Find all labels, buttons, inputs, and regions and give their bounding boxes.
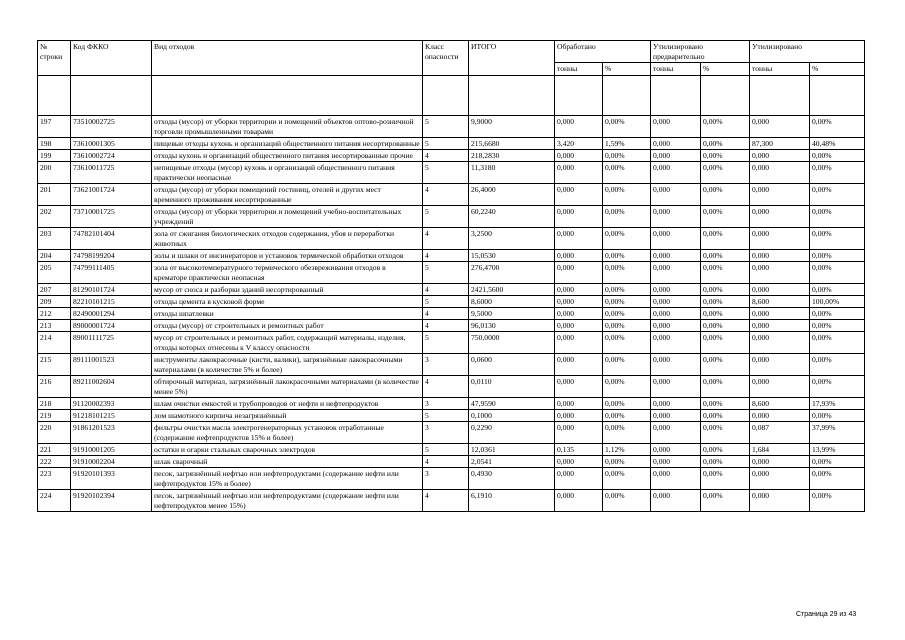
cell-utilized-tons: 0,000 — [750, 206, 810, 228]
cell-row-number: 209 — [38, 296, 71, 308]
cell-processed-tons: 0,000 — [555, 468, 603, 490]
cell-fkko-code: 73621001724 — [71, 184, 152, 206]
cell-utilized-pct: 0,00% — [810, 250, 865, 262]
cell-row-number: 219 — [38, 410, 71, 422]
table-row — [38, 320, 865, 332]
table-row — [38, 284, 865, 296]
cell-utilized-tons: 1,684 — [750, 444, 810, 456]
cell-waste-type: песок, загрязнённый нефтью или нефтепродуктами (содержание нефти или нефтепродуктов 15% и более) — [152, 468, 423, 490]
cell-hazard-class: 4 — [423, 184, 469, 206]
subheader-utilized-tons: тонны — [750, 63, 810, 76]
table-row — [38, 150, 865, 162]
cell-total-tons: 3,2500 — [469, 228, 555, 250]
cell-processed-pct: 0,00% — [603, 398, 651, 410]
cell-total-tons: 9,5000 — [469, 308, 555, 320]
cell-total-tons: 750,0000 — [469, 332, 555, 354]
table-row — [38, 296, 865, 308]
cell-utilized-pct: 13,99% — [810, 444, 865, 456]
cell-fkko-code: 91218101215 — [71, 410, 152, 422]
cell-hazard-class: 3 — [423, 354, 469, 376]
cell-row-number: 204 — [38, 250, 71, 262]
cell-fkko-code: 89211002604 — [71, 376, 152, 398]
cell-processed-pct: 0,00% — [603, 468, 651, 490]
cell-utilized-tons: 0,000 — [750, 116, 810, 138]
cell-processed-tons: 0,000 — [555, 250, 603, 262]
cell-utilized-pre-tons: 0,000 — [651, 354, 701, 376]
cell-waste-type: отходы (мусор) от уборки помещений гостиниц, отелей и других мест временного проживания несортированные — [152, 184, 423, 206]
cell-hazard-class: 5 — [423, 138, 469, 150]
subheader-utilized-pct: % — [810, 63, 865, 76]
cell-processed-pct: 0,00% — [603, 456, 651, 468]
cell-processed-tons: 0,000 — [555, 376, 603, 398]
cell-total-tons: 9,9000 — [469, 116, 555, 138]
header-utilized-preliminary: Утилизировано предварительно — [651, 41, 750, 63]
cell-utilized-tons: 0,000 — [750, 150, 810, 162]
cell-row-number: 212 — [38, 308, 71, 320]
cell-hazard-class: 5 — [423, 332, 469, 354]
cell-hazard-class: 5 — [423, 116, 469, 138]
waste-table — [37, 40, 865, 512]
cell-utilized-pre-tons: 0,000 — [651, 398, 701, 410]
cell-utilized-pct: 0,00% — [810, 262, 865, 284]
subheader-processed-tons: тонны — [555, 63, 603, 76]
cell-row-number: 223 — [38, 468, 71, 490]
cell-total-tons: 2421,5600 — [469, 284, 555, 296]
cell-processed-tons: 0,000 — [555, 162, 603, 184]
cell-processed-pct: 0,00% — [603, 308, 651, 320]
table-row — [38, 376, 865, 398]
cell-hazard-class: 3 — [423, 422, 469, 444]
cell-row-number: 202 — [38, 206, 71, 228]
cell-waste-type: отходы кухонь и организаций общественного питания несортированные прочие — [152, 150, 423, 162]
cell-processed-tons: 0,000 — [555, 296, 603, 308]
cell-processed-tons: 0,000 — [555, 332, 603, 354]
cell-waste-type: золы и шлаки от инсинераторов и установок термической обработки отходов — [152, 250, 423, 262]
cell-fkko-code: 89111001523 — [71, 354, 152, 376]
cell-row-number: 222 — [38, 456, 71, 468]
cell-hazard-class: 4 — [423, 490, 469, 512]
cell-fkko-code: 82490001294 — [71, 308, 152, 320]
cell-processed-tons: 0,000 — [555, 320, 603, 332]
cell-utilized-pre-tons: 0,000 — [651, 116, 701, 138]
cell-utilized-pre-tons: 0,000 — [651, 456, 701, 468]
cell-fkko-code: 91861201523 — [71, 422, 152, 444]
cell-fkko-code: 73610011725 — [71, 162, 152, 184]
cell-utilized-pre-tons: 0,000 — [651, 262, 701, 284]
cell-total-tons: 96,0130 — [469, 320, 555, 332]
cell-utilized-pre-pct: 0,00% — [701, 150, 750, 162]
table-row — [38, 250, 865, 262]
cell-utilized-pre-tons: 0,000 — [651, 308, 701, 320]
cell-utilized-pre-tons: 0,000 — [651, 184, 701, 206]
cell-hazard-class: 5 — [423, 262, 469, 284]
cell-utilized-pre-tons: 0,000 — [651, 228, 701, 250]
cell-utilized-pre-tons: 0,000 — [651, 444, 701, 456]
cell-utilized-pre-pct: 0,00% — [701, 444, 750, 456]
cell-total-tons: 60,2240 — [469, 206, 555, 228]
cell-processed-tons: 0,000 — [555, 150, 603, 162]
cell-hazard-class: 5 — [423, 444, 469, 456]
cell-row-number: 207 — [38, 284, 71, 296]
cell-hazard-class: 5 — [423, 410, 469, 422]
cell-processed-tons: 0,000 — [555, 228, 603, 250]
cell-utilized-pct: 0,00% — [810, 150, 865, 162]
cell-processed-pct: 1,12% — [603, 444, 651, 456]
header-processed: Обработано — [555, 41, 651, 63]
cell-utilized-tons: 0,000 — [750, 468, 810, 490]
cell-utilized-pre-tons: 0,000 — [651, 410, 701, 422]
cell-row-number: 200 — [38, 162, 71, 184]
table-row — [38, 422, 865, 444]
cell-waste-type: фильтры очистки масла электрогенераторных установок отработанные (содержание нефтепродуктов 15% и более) — [152, 422, 423, 444]
cell-total-tons: 215,6680 — [469, 138, 555, 150]
cell-processed-pct: 0,00% — [603, 410, 651, 422]
cell-total-tons: 0,0110 — [469, 376, 555, 398]
cell-hazard-class: 5 — [423, 296, 469, 308]
cell-utilized-pct: 0,00% — [810, 468, 865, 490]
cell-utilized-tons: 0,087 — [750, 422, 810, 444]
cell-fkko-code: 91920102394 — [71, 490, 152, 512]
cell-row-number: 216 — [38, 376, 71, 398]
cell-utilized-pct: 0,00% — [810, 456, 865, 468]
cell-fkko-code: 91120002393 — [71, 398, 152, 410]
cell-utilized-tons: 0,000 — [750, 456, 810, 468]
cell-utilized-pre-pct: 0,00% — [701, 206, 750, 228]
cell-utilized-pre-pct: 0,00% — [701, 398, 750, 410]
header-waste-type: Вид отходов — [152, 41, 423, 76]
table-row — [38, 116, 865, 138]
table-row — [38, 138, 865, 150]
cell-utilized-tons: 0,000 — [750, 354, 810, 376]
cell-total-tons: 47,9590 — [469, 398, 555, 410]
cell-utilized-pct: 37,99% — [810, 422, 865, 444]
cell-fkko-code: 74798199204 — [71, 250, 152, 262]
cell-processed-pct: 0,00% — [603, 184, 651, 206]
cell-utilized-pct: 0,00% — [810, 284, 865, 296]
cell-total-tons: 218,2830 — [469, 150, 555, 162]
cell-utilized-pre-tons: 0,000 — [651, 296, 701, 308]
cell-total-tons: 0,2290 — [469, 422, 555, 444]
cell-utilized-pre-tons: 0,000 — [651, 320, 701, 332]
cell-processed-pct: 0,00% — [603, 162, 651, 184]
table-row — [38, 184, 865, 206]
cell-utilized-pre-pct: 0,00% — [701, 284, 750, 296]
subheader-utilized-pre-pct: % — [701, 63, 750, 76]
cell-processed-pct: 0,00% — [603, 262, 651, 284]
cell-utilized-tons: 0,000 — [750, 262, 810, 284]
cell-processed-pct: 0,00% — [603, 228, 651, 250]
cell-hazard-class: 4 — [423, 376, 469, 398]
cell-processed-tons: 0,000 — [555, 422, 603, 444]
cell-fkko-code: 74782101404 — [71, 228, 152, 250]
cell-fkko-code: 73610002724 — [71, 150, 152, 162]
cell-utilized-tons: 87,300 — [750, 138, 810, 150]
cell-hazard-class: 4 — [423, 150, 469, 162]
table-row — [38, 262, 865, 284]
table-body — [38, 116, 865, 512]
cell-utilized-pct: 0,00% — [810, 308, 865, 320]
cell-processed-tons: 0,135 — [555, 444, 603, 456]
table-header — [38, 41, 865, 116]
cell-utilized-tons: 0,000 — [750, 228, 810, 250]
table-row — [38, 444, 865, 456]
cell-waste-type: мусор от строительных и ремонтных работ, содержащий материалы, изделия, отходы которых отнесены к V классу опасности — [152, 332, 423, 354]
cell-utilized-pct: 100,00% — [810, 296, 865, 308]
cell-row-number: 221 — [38, 444, 71, 456]
cell-utilized-pre-pct: 0,00% — [701, 250, 750, 262]
cell-utilized-pre-tons: 0,000 — [651, 332, 701, 354]
cell-waste-type: отходы (мусор) от уборки территории и помещений объектов оптово-розничной торговли промышленными товарами — [152, 116, 423, 138]
cell-utilized-tons: 8,600 — [750, 398, 810, 410]
cell-fkko-code: 91910002204 — [71, 456, 152, 468]
cell-total-tons: 0,1000 — [469, 410, 555, 422]
cell-total-tons: 11,3180 — [469, 162, 555, 184]
cell-utilized-tons: 0,000 — [750, 320, 810, 332]
cell-utilized-pre-tons: 0,000 — [651, 206, 701, 228]
cell-fkko-code: 89001111725 — [71, 332, 152, 354]
cell-hazard-class: 3 — [423, 468, 469, 490]
cell-total-tons: 6,1910 — [469, 490, 555, 512]
cell-processed-tons: 0,000 — [555, 398, 603, 410]
cell-utilized-pre-pct: 0,00% — [701, 184, 750, 206]
table-row — [38, 410, 865, 422]
cell-processed-tons: 0,000 — [555, 284, 603, 296]
cell-utilized-tons: 0,000 — [750, 184, 810, 206]
cell-utilized-pre-pct: 0,00% — [701, 456, 750, 468]
table-row — [38, 206, 865, 228]
cell-waste-type: пищевые отходы кухонь и организаций общественного питания несортированные — [152, 138, 423, 150]
table-row — [38, 398, 865, 410]
cell-hazard-class: 5 — [423, 206, 469, 228]
cell-utilized-tons: 0,000 — [750, 376, 810, 398]
cell-utilized-pre-tons: 0,000 — [651, 284, 701, 296]
cell-fkko-code: 91910001205 — [71, 444, 152, 456]
cell-total-tons: 0,4930 — [469, 468, 555, 490]
cell-utilized-pre-pct: 0,00% — [701, 468, 750, 490]
cell-utilized-pre-tons: 0,000 — [651, 162, 701, 184]
cell-processed-tons: 0,000 — [555, 490, 603, 512]
cell-hazard-class: 4 — [423, 320, 469, 332]
cell-processed-tons: 3,420 — [555, 138, 603, 150]
table-row — [38, 228, 865, 250]
cell-processed-pct: 0,00% — [603, 490, 651, 512]
cell-row-number: 198 — [38, 138, 71, 150]
cell-processed-tons: 0,000 — [555, 354, 603, 376]
cell-hazard-class: 4 — [423, 250, 469, 262]
cell-utilized-pct: 0,00% — [810, 490, 865, 512]
table-row — [38, 308, 865, 320]
subheader-processed-pct: % — [603, 63, 651, 76]
cell-utilized-tons: 0,000 — [750, 332, 810, 354]
cell-total-tons: 8,6000 — [469, 296, 555, 308]
cell-utilized-pre-tons: 0,000 — [651, 150, 701, 162]
cell-processed-tons: 0,000 — [555, 262, 603, 284]
header-spacer-row — [38, 76, 865, 116]
cell-utilized-pre-tons: 0,000 — [651, 138, 701, 150]
cell-hazard-class: 4 — [423, 456, 469, 468]
cell-processed-pct: 0,00% — [603, 250, 651, 262]
cell-waste-type: песок, загрязнённый нефтью или нефтепродуктами (содержание нефти или нефтепродуктов менее 15%) — [152, 490, 423, 512]
cell-waste-type: инструменты лакокрасочные (кисти, валики), загрязнённые лакокрасочными материалами (в количестве 5% и более) — [152, 354, 423, 376]
cell-hazard-class: 4 — [423, 228, 469, 250]
cell-utilized-pre-pct: 0,00% — [701, 320, 750, 332]
table-row — [38, 354, 865, 376]
table-row — [38, 332, 865, 354]
cell-waste-type: лом шамотного кирпича незагрязнённый — [152, 410, 423, 422]
cell-utilized-pct: 0,00% — [810, 332, 865, 354]
cell-waste-type: остатки и огарки стальных сварочных электродов — [152, 444, 423, 456]
cell-utilized-pre-pct: 0,00% — [701, 332, 750, 354]
cell-processed-tons: 0,000 — [555, 206, 603, 228]
cell-utilized-pre-pct: 0,00% — [701, 116, 750, 138]
cell-utilized-pct: 0,00% — [810, 354, 865, 376]
cell-fkko-code: 73510002725 — [71, 116, 152, 138]
cell-total-tons: 0,0600 — [469, 354, 555, 376]
cell-total-tons: 12,0361 — [469, 444, 555, 456]
cell-processed-pct: 0,00% — [603, 320, 651, 332]
cell-waste-type: отходы (мусор) от строительных и ремонтных работ — [152, 320, 423, 332]
cell-processed-tons: 0,000 — [555, 308, 603, 320]
cell-processed-tons: 0,000 — [555, 184, 603, 206]
cell-processed-tons: 0,000 — [555, 456, 603, 468]
cell-utilized-pre-pct: 0,00% — [701, 376, 750, 398]
header-hazard-class: Класс опасности — [423, 41, 469, 76]
cell-row-number: 201 — [38, 184, 71, 206]
cell-waste-type: непищевые отходы (мусор) кухонь и организаций общественного питания практически неопасные — [152, 162, 423, 184]
header-utilized: Утилизировано — [750, 41, 865, 63]
cell-utilized-pre-pct: 0,00% — [701, 162, 750, 184]
cell-processed-pct: 0,00% — [603, 332, 651, 354]
cell-processed-tons: 0,000 — [555, 410, 603, 422]
cell-processed-pct: 0,00% — [603, 284, 651, 296]
cell-waste-type: шлак сварочный — [152, 456, 423, 468]
cell-row-number: 197 — [38, 116, 71, 138]
cell-row-number: 218 — [38, 398, 71, 410]
cell-utilized-pre-tons: 0,000 — [651, 376, 701, 398]
cell-processed-pct: 0,00% — [603, 150, 651, 162]
cell-total-tons: 26,4000 — [469, 184, 555, 206]
cell-processed-pct: 0,00% — [603, 116, 651, 138]
cell-utilized-pre-pct: 0,00% — [701, 138, 750, 150]
table-row — [38, 162, 865, 184]
cell-processed-pct: 0,00% — [603, 354, 651, 376]
cell-utilized-pre-pct: 0,00% — [701, 228, 750, 250]
cell-waste-type: зола от высокотемпературного термического обезвреживания отходов в крематоре практически неопасная — [152, 262, 423, 284]
cell-processed-pct: 0,00% — [603, 206, 651, 228]
cell-utilized-pre-pct: 0,00% — [701, 262, 750, 284]
cell-processed-pct: 1,59% — [603, 138, 651, 150]
cell-row-number: 224 — [38, 490, 71, 512]
cell-utilized-tons: 0,000 — [750, 308, 810, 320]
table-row — [38, 490, 865, 512]
page-number: Страница 29 из 43 — [796, 611, 857, 618]
cell-utilized-pct: 0,00% — [810, 116, 865, 138]
cell-row-number: 213 — [38, 320, 71, 332]
cell-utilized-pre-pct: 0,00% — [701, 422, 750, 444]
cell-utilized-pre-tons: 0,000 — [651, 490, 701, 512]
cell-hazard-class: 4 — [423, 308, 469, 320]
cell-row-number: 199 — [38, 150, 71, 162]
cell-processed-pct: 0,00% — [603, 376, 651, 398]
cell-utilized-pct: 0,00% — [810, 162, 865, 184]
cell-processed-tons: 0,000 — [555, 116, 603, 138]
cell-utilized-pct: 17,93% — [810, 398, 865, 410]
cell-utilized-pre-tons: 0,000 — [651, 468, 701, 490]
cell-utilized-pct: 0,00% — [810, 206, 865, 228]
subheader-utilized-pre-tons: тонны — [651, 63, 701, 76]
cell-fkko-code: 81290101724 — [71, 284, 152, 296]
cell-waste-type: мусор от сноса и разборки зданий несортированный — [152, 284, 423, 296]
cell-hazard-class: 4 — [423, 284, 469, 296]
cell-fkko-code: 73610001305 — [71, 138, 152, 150]
cell-utilized-tons: 0,000 — [750, 410, 810, 422]
cell-fkko-code: 82210101215 — [71, 296, 152, 308]
cell-total-tons: 15,0530 — [469, 250, 555, 262]
cell-utilized-pre-pct: 0,00% — [701, 410, 750, 422]
cell-fkko-code: 74799111405 — [71, 262, 152, 284]
cell-utilized-tons: 8,600 — [750, 296, 810, 308]
cell-utilized-pct: 0,00% — [810, 184, 865, 206]
cell-waste-type: отходы (мусор) от уборки территории и помещений учебно-воспитательных учреждений — [152, 206, 423, 228]
cell-utilized-tons: 0,000 — [750, 250, 810, 262]
cell-waste-type: шлам очистки емкостей и трубопроводов от нефти и нефтепродуктов — [152, 398, 423, 410]
cell-utilized-pre-pct: 0,00% — [701, 296, 750, 308]
cell-waste-type: обтирочный материал, загрязнённый лакокрасочными материалами (в количестве менее 5%) — [152, 376, 423, 398]
cell-utilized-pre-tons: 0,000 — [651, 422, 701, 444]
cell-hazard-class: 3 — [423, 398, 469, 410]
cell-waste-type: зола от сжигания биологических отходов содержания, убоя и переработки животных — [152, 228, 423, 250]
cell-utilized-pct: 0,00% — [810, 376, 865, 398]
table-row — [38, 468, 865, 490]
cell-waste-type: отходы цемента в кусковой форме — [152, 296, 423, 308]
cell-utilized-pre-pct: 0,00% — [701, 354, 750, 376]
cell-utilized-pct: 0,00% — [810, 228, 865, 250]
cell-utilized-pct: 0,00% — [810, 320, 865, 332]
cell-total-tons: 2,0541 — [469, 456, 555, 468]
cell-row-number: 215 — [38, 354, 71, 376]
cell-utilized-tons: 0,000 — [750, 162, 810, 184]
cell-hazard-class: 5 — [423, 162, 469, 184]
cell-utilized-pre-pct: 0,00% — [701, 308, 750, 320]
header-total: ИТОГО — [469, 41, 555, 76]
cell-processed-pct: 0,00% — [603, 422, 651, 444]
cell-utilized-pct: 0,00% — [810, 410, 865, 422]
cell-total-tons: 276,4700 — [469, 262, 555, 284]
cell-utilized-tons: 0,000 — [750, 284, 810, 296]
cell-waste-type: отходы шпатлевки — [152, 308, 423, 320]
cell-row-number: 203 — [38, 228, 71, 250]
header-row-number: № строки — [38, 41, 71, 76]
cell-row-number: 214 — [38, 332, 71, 354]
cell-fkko-code: 89000001724 — [71, 320, 152, 332]
cell-fkko-code: 91920101393 — [71, 468, 152, 490]
cell-fkko-code: 73710001725 — [71, 206, 152, 228]
cell-utilized-pct: 40,48% — [810, 138, 865, 150]
cell-row-number: 220 — [38, 422, 71, 444]
cell-row-number: 205 — [38, 262, 71, 284]
cell-processed-pct: 0,00% — [603, 296, 651, 308]
cell-utilized-pre-tons: 0,000 — [651, 250, 701, 262]
header-fkko-code: Код ФККО — [71, 41, 152, 76]
cell-utilized-tons: 0,000 — [750, 490, 810, 512]
cell-utilized-pre-pct: 0,00% — [701, 490, 750, 512]
table-row — [38, 456, 865, 468]
